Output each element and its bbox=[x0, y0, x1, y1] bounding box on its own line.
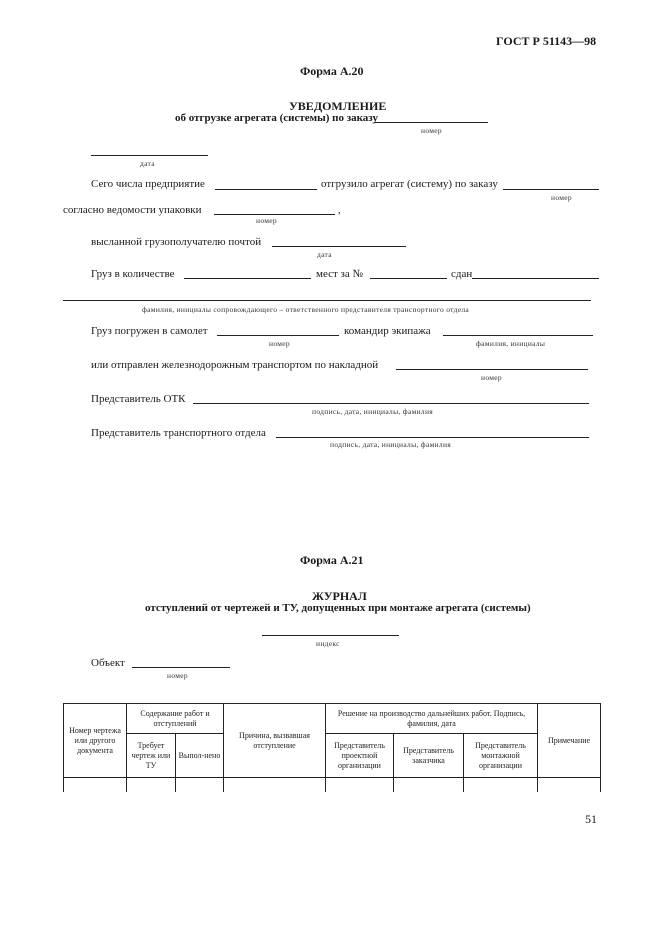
order-number-line[interactable] bbox=[374, 122, 488, 123]
header-install-rep: Представитель монтажной организации bbox=[464, 734, 538, 778]
text-enterprise: Сего числа предприятие bbox=[91, 178, 205, 190]
transport-rep-line[interactable] bbox=[276, 437, 589, 438]
journal-subtitle: отступлений от чертежей и ТУ, допущенных при монтаже агрегата (системы) bbox=[145, 602, 531, 614]
cell[interactable] bbox=[326, 778, 394, 792]
order-line[interactable] bbox=[503, 189, 599, 190]
header-customer-rep: Представитель заказчика bbox=[394, 734, 464, 778]
text-shipped: отгрузило агрегат (систему) по заказу bbox=[321, 178, 498, 190]
text-loaded-plane: Груз погружен в самолет bbox=[91, 325, 208, 337]
header-requires: Требует чертеж или ТУ bbox=[127, 734, 176, 778]
text-otk-rep: Представитель ОТК bbox=[91, 393, 186, 405]
caption-number-2: номер bbox=[551, 193, 572, 202]
form-a20-title: Форма А.20 bbox=[300, 64, 364, 78]
cell[interactable] bbox=[176, 778, 224, 792]
notice-title: УВЕДОМЛЕНИЕ bbox=[289, 99, 387, 113]
standard-number: ГОСТ Р 51143—98 bbox=[496, 34, 597, 48]
caption-number-4: номер bbox=[269, 339, 290, 348]
escort-line[interactable] bbox=[63, 300, 591, 301]
header-design-rep: Представитель проектной организации bbox=[326, 734, 394, 778]
table-row bbox=[64, 778, 601, 792]
mail-date-line[interactable] bbox=[272, 246, 406, 247]
text-cargo-quantity: Груз в количестве bbox=[91, 268, 175, 280]
text-railway: или отправлен железнодорожным транспортом по накладной bbox=[91, 359, 379, 371]
cell[interactable] bbox=[127, 778, 176, 792]
header-doc-number: Номер чертежа или другого документа bbox=[64, 704, 127, 778]
header-content: Содержание работ и отступлений bbox=[127, 704, 224, 734]
cell[interactable] bbox=[464, 778, 538, 792]
journal-title: ЖУРНАЛ bbox=[312, 589, 367, 603]
caption-sign-1: подпись, дата, инициалы, фамилия bbox=[312, 407, 434, 416]
text-sent-by-mail: высланной грузополучателю почтой bbox=[91, 236, 262, 248]
index-line[interactable] bbox=[262, 635, 399, 636]
text-packing-list: согласно ведомости упаковки bbox=[63, 204, 202, 216]
caption-number-5: номер bbox=[481, 373, 502, 382]
handed-over-line[interactable] bbox=[472, 278, 599, 279]
cell[interactable] bbox=[64, 778, 127, 792]
places-number-line[interactable] bbox=[370, 278, 447, 279]
otk-rep-line[interactable] bbox=[193, 403, 589, 404]
header-decision: Решение на производство дальнейших работ. Подпись, фамилия, дата bbox=[326, 704, 538, 734]
header-note: Примечание bbox=[538, 704, 601, 778]
caption-date: дата bbox=[140, 159, 155, 168]
enterprise-line[interactable] bbox=[215, 189, 317, 190]
plane-number-line[interactable] bbox=[217, 335, 339, 336]
header-done: Выпол-нено bbox=[176, 734, 224, 778]
notice-subtitle: об отгрузке агрегата (системы) по заказу bbox=[175, 112, 379, 124]
caption-name-initials: фамилия, инициалы bbox=[476, 339, 546, 348]
text-places-no: мест за № bbox=[316, 268, 364, 280]
caption-number: номер bbox=[421, 126, 442, 135]
text-transport-rep: Представитель транспортного отдела bbox=[91, 427, 266, 439]
date-line[interactable] bbox=[91, 155, 208, 156]
text-handed-over: сдан bbox=[451, 268, 473, 280]
journal-table bbox=[63, 703, 601, 792]
caption-number-obj: номер bbox=[167, 671, 188, 680]
cell[interactable] bbox=[394, 778, 464, 792]
page-number: 51 bbox=[585, 812, 597, 826]
cell[interactable] bbox=[224, 778, 326, 792]
commander-line[interactable] bbox=[443, 335, 593, 336]
packing-list-line[interactable] bbox=[214, 214, 335, 215]
caption-sign-2: подпись, дата, инициалы, фамилия bbox=[330, 440, 452, 449]
caption-number-3: номер bbox=[256, 216, 277, 225]
header-reason: Причина, вызвавшая отступление bbox=[224, 704, 326, 778]
quantity-line[interactable] bbox=[184, 278, 311, 279]
cell[interactable] bbox=[538, 778, 601, 792]
text-crew-commander: командир экипажа bbox=[344, 325, 431, 337]
caption-date-2: дата bbox=[317, 250, 332, 259]
object-line[interactable] bbox=[132, 667, 230, 668]
text-object: Объект bbox=[91, 657, 125, 669]
caption-index: индекс bbox=[316, 639, 340, 648]
comma: , bbox=[338, 204, 341, 216]
caption-escort: фамилия, инициалы сопровождающего – ответственного представителя транспортного отдела bbox=[142, 305, 470, 314]
waybill-line[interactable] bbox=[396, 369, 588, 370]
form-a21-title: Форма А.21 bbox=[300, 553, 364, 567]
